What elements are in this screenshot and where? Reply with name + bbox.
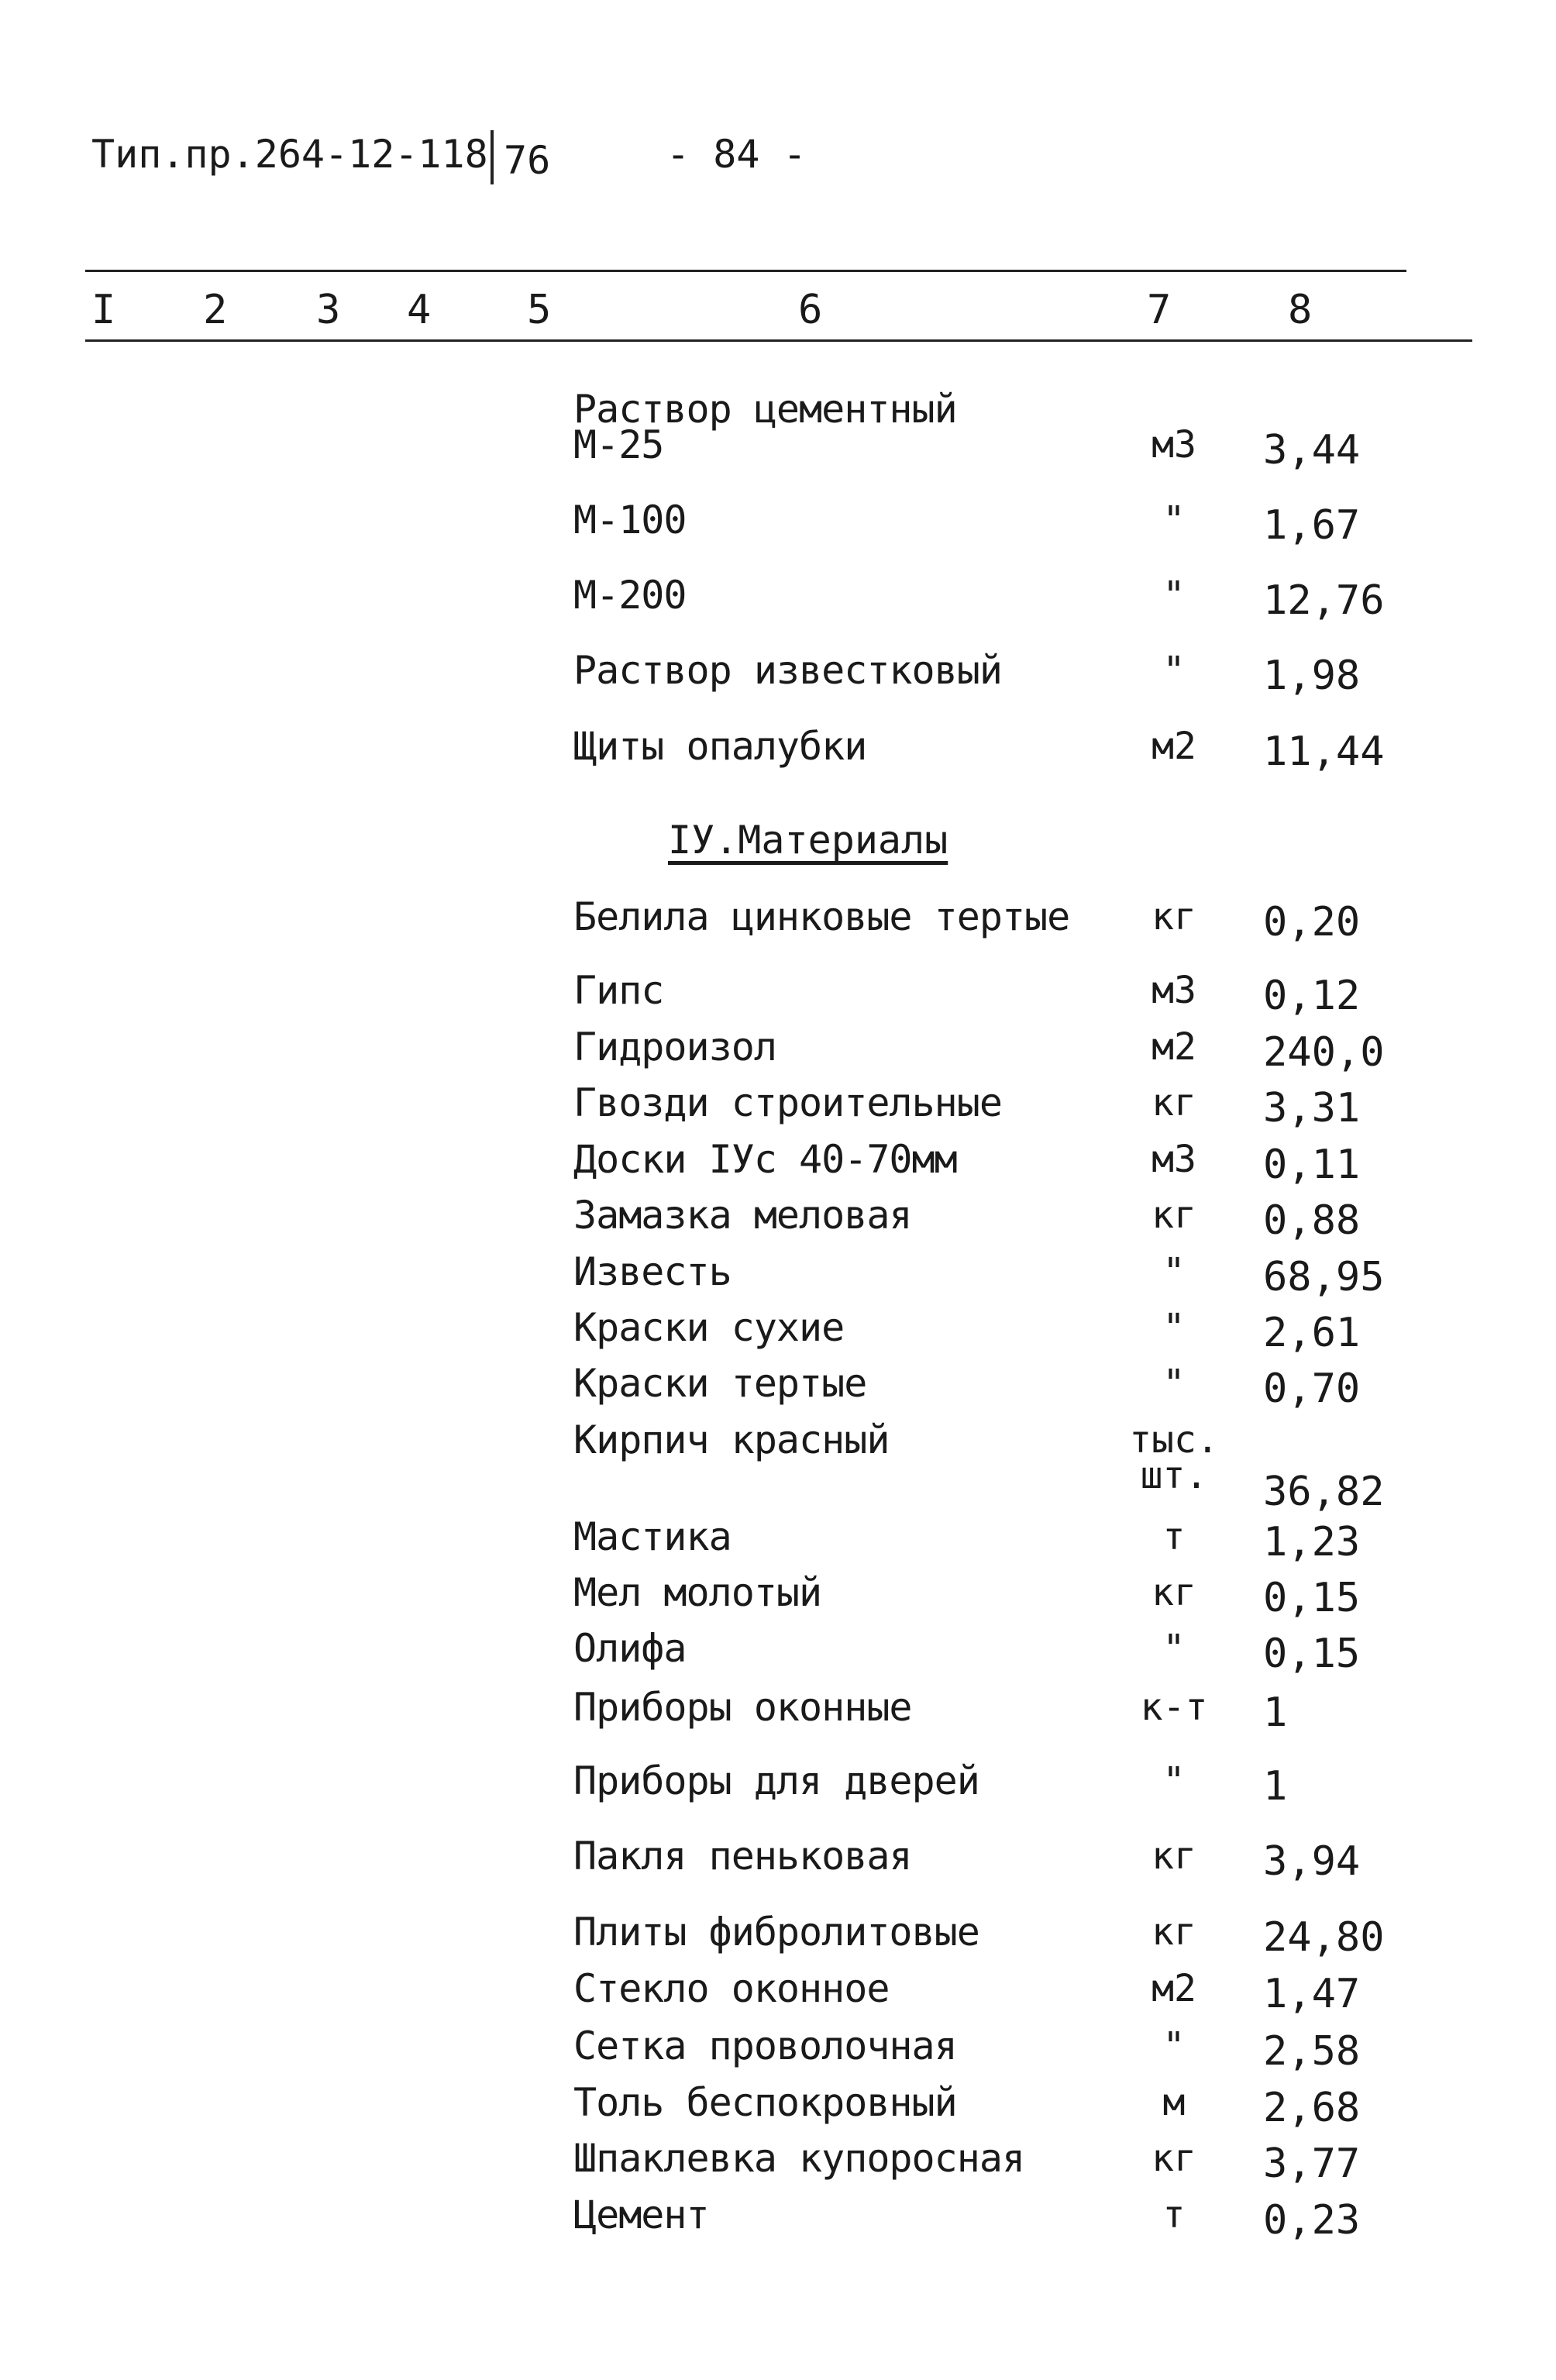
item-value: 3,44 bbox=[1263, 427, 1361, 474]
item-name: Шпаклевка купоросная bbox=[573, 2136, 1025, 2181]
item-name: Краски сухие bbox=[573, 1305, 845, 1350]
item-name: Пакля пеньковая bbox=[573, 1834, 912, 1879]
item-name: Толь беспокровный bbox=[573, 2080, 957, 2125]
item-unit: кг bbox=[1152, 1571, 1196, 1614]
item-unit: м3 bbox=[1152, 1138, 1196, 1181]
item-name: Щиты опалубки bbox=[573, 724, 867, 769]
item-name: Стекло оконное bbox=[573, 1966, 890, 2011]
item-value: 0,70 bbox=[1263, 1366, 1361, 1412]
item-unit: " bbox=[1162, 1306, 1186, 1349]
item-name: Раствор известковый bbox=[573, 648, 1002, 693]
item-value: 2,61 bbox=[1263, 1310, 1361, 1356]
item-unit: " bbox=[1162, 498, 1186, 542]
item-value: 1,47 bbox=[1263, 1971, 1361, 2017]
item-name: Гипс bbox=[573, 968, 664, 1013]
column-number: 8 bbox=[1288, 287, 1313, 333]
item-unit: кг bbox=[1152, 1081, 1196, 1125]
item-name: Гвозди строительные bbox=[573, 1080, 1002, 1125]
item-name: М-100 bbox=[573, 498, 687, 542]
item-value: 0,88 bbox=[1263, 1197, 1361, 1244]
item-name: Олифа bbox=[573, 1626, 687, 1671]
item-unit: кг bbox=[1152, 1834, 1196, 1878]
table-top-rule bbox=[85, 270, 1406, 272]
item-unit: м bbox=[1162, 2081, 1186, 2124]
item-name: Известь bbox=[573, 1249, 732, 1294]
item-unit: " bbox=[1162, 573, 1186, 617]
item-name: Краски тертые bbox=[573, 1361, 867, 1406]
item-name: Плиты фибролитовые bbox=[573, 1910, 979, 1955]
table-header-bottom-rule bbox=[85, 339, 1472, 342]
item-unit: " bbox=[1162, 2024, 1186, 2068]
item-value: 2,58 bbox=[1263, 2028, 1361, 2075]
item-value: 1 bbox=[1263, 1763, 1288, 1810]
item-value: 0,12 bbox=[1263, 973, 1361, 1019]
item-unit: кг bbox=[1152, 1193, 1196, 1237]
item-value: 3,31 bbox=[1263, 1085, 1361, 1131]
column-number: 3 bbox=[316, 287, 341, 333]
item-unit: " bbox=[1162, 1759, 1186, 1803]
item-value: 0,15 bbox=[1263, 1575, 1361, 1621]
item-value: 0,15 bbox=[1263, 1631, 1361, 1677]
item-unit: т bbox=[1162, 2193, 1186, 2237]
item-unit: к-т bbox=[1140, 1686, 1208, 1729]
item-unit: м2 bbox=[1152, 1967, 1196, 2010]
item-name: Раствор цементный М-25 bbox=[573, 387, 957, 467]
item-unit: м2 bbox=[1152, 1025, 1196, 1069]
item-name: Приборы для дверей bbox=[573, 1758, 979, 1803]
item-value: 2,68 bbox=[1263, 2085, 1361, 2131]
item-name: Сетка проволочная bbox=[573, 2024, 957, 2068]
page-number: - 84 - bbox=[666, 132, 807, 177]
item-name: Кирпич красный bbox=[573, 1417, 890, 1462]
item-unit: кг bbox=[1152, 1910, 1196, 1954]
item-value: 0,20 bbox=[1263, 899, 1361, 945]
item-name: Замазка меловая bbox=[573, 1193, 912, 1238]
item-unit: " bbox=[1162, 1250, 1186, 1293]
item-value: 0,23 bbox=[1263, 2197, 1361, 2244]
item-name: Цемент bbox=[573, 2192, 709, 2237]
item-value: 3,77 bbox=[1263, 2141, 1361, 2187]
item-value: 12,76 bbox=[1263, 577, 1385, 624]
item-unit: м2 bbox=[1152, 725, 1196, 768]
column-number: I bbox=[91, 287, 116, 333]
document-code: Тип.пр.264-12-118 bbox=[91, 132, 488, 177]
column-number: 7 bbox=[1147, 287, 1172, 333]
item-value: 1,67 bbox=[1263, 502, 1361, 549]
item-name: Белила цинковые тертые bbox=[573, 894, 1070, 939]
column-number: 4 bbox=[407, 287, 432, 333]
item-name: М-200 bbox=[573, 573, 687, 618]
item-name: Приборы оконные bbox=[573, 1685, 912, 1730]
item-value: 3,94 bbox=[1263, 1838, 1361, 1885]
item-unit: кг bbox=[1152, 895, 1196, 939]
column-number: 2 bbox=[203, 287, 228, 333]
item-value: 1 bbox=[1263, 1689, 1288, 1736]
item-unit: " bbox=[1162, 1627, 1186, 1670]
item-unit: м3 bbox=[1152, 969, 1196, 1012]
item-unit: т bbox=[1162, 1515, 1186, 1559]
item-unit: " bbox=[1162, 1362, 1186, 1405]
column-number: 5 bbox=[527, 287, 552, 333]
item-name: Мел молотый bbox=[573, 1570, 822, 1615]
item-value: 36,82 bbox=[1263, 1469, 1385, 1515]
item-name: Гидроизол bbox=[573, 1025, 776, 1069]
item-value: 24,80 bbox=[1263, 1914, 1385, 1961]
item-unit: кг bbox=[1152, 2137, 1196, 2180]
item-value: 11,44 bbox=[1263, 728, 1385, 775]
item-value: 240,0 bbox=[1263, 1029, 1385, 1076]
item-value: 1,23 bbox=[1263, 1519, 1361, 1565]
item-value: 0,11 bbox=[1263, 1142, 1361, 1188]
item-name: Доски IУс 40-70мм bbox=[573, 1137, 957, 1182]
item-value: 68,95 bbox=[1263, 1254, 1385, 1300]
item-value: 1,98 bbox=[1263, 653, 1361, 699]
item-unit: тыс. шт. bbox=[1129, 1418, 1219, 1497]
item-unit: м3 bbox=[1152, 423, 1196, 467]
section-title: IУ.Материалы bbox=[668, 818, 948, 863]
column-number: 6 bbox=[798, 287, 823, 333]
document-suffix: 76 bbox=[504, 138, 551, 183]
item-unit: " bbox=[1162, 649, 1186, 692]
item-name: Мастика bbox=[573, 1514, 732, 1559]
header-divider bbox=[491, 130, 494, 184]
